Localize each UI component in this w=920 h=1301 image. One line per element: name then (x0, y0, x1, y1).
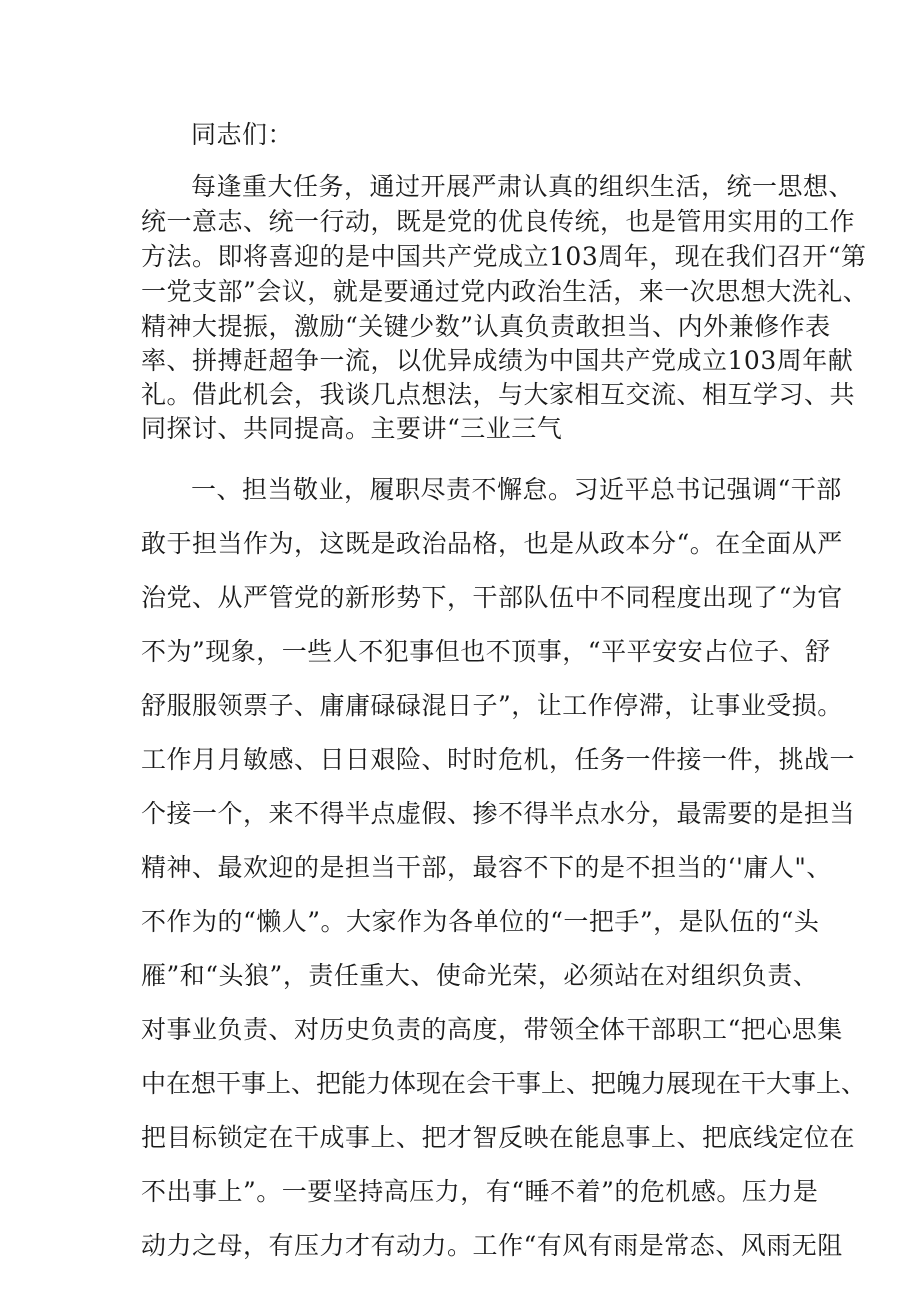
greeting: 同志们： (191, 120, 294, 149)
section-1-line: 敢于担当作为，这既是政治品格，也是从政本分“。在全面从严 (141, 529, 843, 558)
section-1-line: 舒服服领票子、庸庸碌碌混日子”，让工作停滞，让事业受损。 (141, 691, 843, 720)
section-1-line: 把目标锁定在干成事上、把才智反映在能息事上、把底线定位在 (141, 1123, 856, 1152)
paragraph-intro-line: 精神大提振，激励“关键少数”认真负责敢担当、内外兼修作表 (141, 312, 831, 341)
paragraph-intro-line: 率、拼搏赶超争一流，以优异成绩为中国共产党成立103周年献 (141, 346, 854, 375)
section-1-line: 不出事上”。一要坚持高压力，有“睡不着”的危机感。压力是 (141, 1177, 819, 1206)
section-1-line: 精神、最欢迎的是担当干部，最容不下的是不担当的‘'庸人"、 (141, 853, 832, 882)
paragraph-intro-line: 一党支部”会议，就是要通过党内政治生活，来一次思想大洗礼、 (141, 277, 869, 306)
section-1-line: 工作月月敏感、日日艰险、时时危机，任务一件接一件，挑战一 (141, 745, 856, 774)
section-1-line: 中在想干事上、把能力体现在会干事上、把魄力展现在干大事上、 (141, 1069, 867, 1098)
paragraph-intro-line: 方法。即将喜迎的是中国共产党成立103周年，现在我们召开“第 (141, 242, 867, 271)
section-1-line: 雁”和“头狼”，责任重大、使命光荣，必须站在对组织负责、 (141, 961, 819, 990)
section-1-line: 治党、从严管党的新形势下，干部队伍中不同程度出现了“为官 (141, 583, 843, 612)
section-1-line: 不作为的“懒人”。大家作为各单位的“一把手”，是队伍的“头 (141, 907, 820, 936)
section-1-line: 个接一个，来不得半点虚假、掺不得半点水分，最需要的是担当 (141, 799, 856, 828)
section-1-line: 一、担当敬业，履职尽责不懈怠。习近平总书记强调“干部 (191, 475, 842, 504)
section-1-line: 不为”现象，一些人不犯事但也不顶事，“平平安安占位子、舒 (141, 637, 831, 666)
paragraph-intro-line: 统一意志、统一行动，既是党的优良传统，也是管用实用的工作 (141, 207, 856, 236)
section-1-line: 对事业负责、对历史负责的高度，带领全体干部职工“把心思集 (141, 1015, 843, 1044)
paragraph-intro-line: 每逢重大任务，通过开展严肃认真的组织生活，统一思想、 (191, 172, 855, 201)
section-1-line: 动力之母，有压力才有动力。工作“有风有雨是常态、风雨无阻 (141, 1231, 843, 1260)
paragraph-intro-line: 礼。借此机会，我谈几点想法，与大家相互交流、相互学习、共 (141, 380, 856, 409)
paragraph-intro-line: 同探讨、共同提高。主要讲“三业三气 (141, 414, 563, 443)
